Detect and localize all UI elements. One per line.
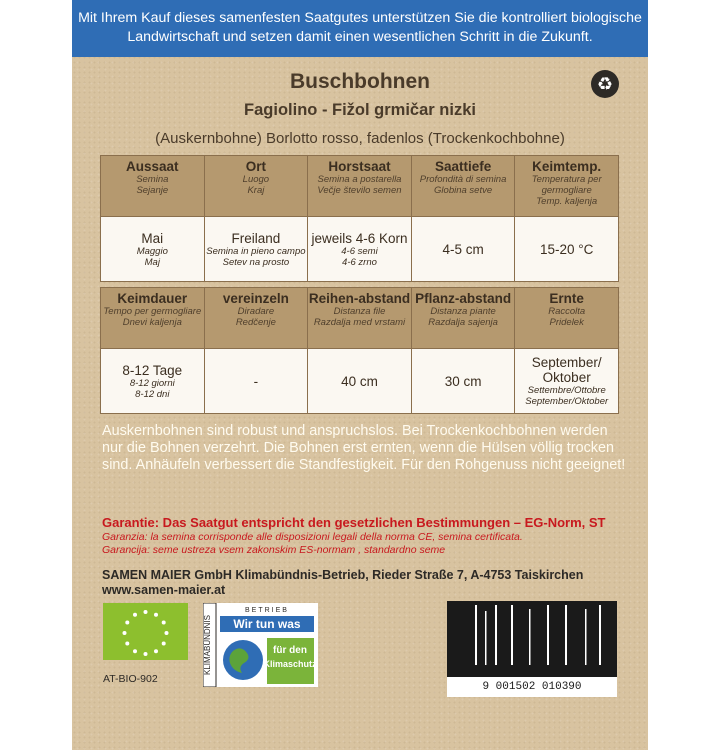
guarantee-block [102, 515, 642, 557]
klima-line3: Klimaschutz [263, 659, 317, 669]
value-cell: 4-5 cm [411, 217, 515, 282]
header-cell: Pflanz-abstand Distanza piante Razdalja sajenja [411, 288, 515, 349]
description-text: Auskernbohnen sind robust und anspruchslos. Bei Trockenkochbohnen werden nur die Bohnen verzehrt. Die Bohnen erst ernten, wenn die Hülsen völlig trocken sind. Anhäufeln verbessert die Standfestigkeit. Für den Rohgenuss nicht geeignet! [102, 423, 626, 473]
value-cell: Freiland Semina in pieno campo Setev na prosto [204, 217, 308, 282]
company-website: www.samen-maier.at [102, 583, 226, 597]
value-cell: September/ Oktober Settembre/Ottobre September/Oktober [515, 349, 619, 414]
company-address: SAMEN MAIER GmbH Klimabündnis-Betrieb, Rieder Straße 7, A-4753 Taiskirchen [102, 568, 584, 582]
value-cell: jeweils 4-6 Korn 4-6 semi 4-6 zrno [308, 217, 412, 282]
header-cell: Saattiefe Profondità di semina Globina setve [411, 156, 515, 217]
value-cell: - [204, 349, 308, 414]
header-cell: Keimtemp. Temperatura per germogliare Temp. kaljenja [515, 156, 619, 217]
guarantee-it: Garanzia: la semina corrisponde alle disposizioni legali della norma CE, semina certificata. [102, 531, 523, 543]
promo-banner: Mit Ihrem Kauf dieses samenfesten Saatgutes unterstützen Sie die kontrolliert biologische Landwirtschaft und setzen damit einen wesentlichen Schritt in die Zukunft. [72, 0, 648, 57]
barcode [447, 601, 617, 697]
klima-line2: für den [273, 645, 307, 656]
klima-side-text: KLIMABÜNDNIS [203, 614, 212, 676]
guarantee-sl: Garancija: seme ustreza vsem zakonskim ES-normam , standardno seme [102, 544, 446, 556]
value-cell: 40 cm [308, 349, 412, 414]
eu-organic-leaf-icon [103, 603, 188, 660]
value-cell: 15-20 °C [515, 217, 619, 282]
header-cell: Ort Luogo Kraj [204, 156, 308, 217]
klima-slogan-text: Wir tun was [233, 617, 301, 631]
company-info [102, 568, 583, 598]
header-cell: Ernte Raccolta Pridelek [515, 288, 619, 349]
header-cell: Keimdauer Tempo per germogliare Dnevi kaljenja [101, 288, 205, 349]
header-cell: Horstsaat Semina a postarella Večje število semen [308, 156, 412, 217]
sowing-table [100, 155, 619, 282]
product-subtitle: Fagiolino - Fižol grmičar nizki [244, 101, 476, 119]
value-cell: 30 cm [411, 349, 515, 414]
seed-packet [72, 0, 648, 750]
header-cell: Aussaat Semina Sejanje [101, 156, 205, 217]
value-cell: 8-12 Tage 8-12 giorni 8-12 dni [101, 349, 205, 414]
klimabuendnis-logo-icon [203, 603, 318, 687]
recycle-icon: ♻ [591, 70, 619, 98]
header-cell: vereinzeln Diradare Redčenje [204, 288, 308, 349]
guarantee-de: Garantie: Das Saatgut entspricht den gesetzlichen Bestimmungen – EG-Norm, ST [102, 515, 606, 530]
barcode-digits: 9 001502 010390 [482, 681, 582, 693]
growing-table [100, 287, 619, 414]
value-cell: Mai Maggio Maj [101, 217, 205, 282]
bio-control-code: AT-BIO-902 [103, 673, 158, 685]
variety-line: (Auskernbohne) Borlotto rosso, fadenlos (Trockenkochbohne) [155, 130, 565, 147]
product-title: Buschbohnen [290, 70, 430, 93]
klima-top-text: BETRIEB [245, 607, 289, 614]
header-cell: Reihen-abstand Distanza file Razdalja med vrstami [308, 288, 412, 349]
